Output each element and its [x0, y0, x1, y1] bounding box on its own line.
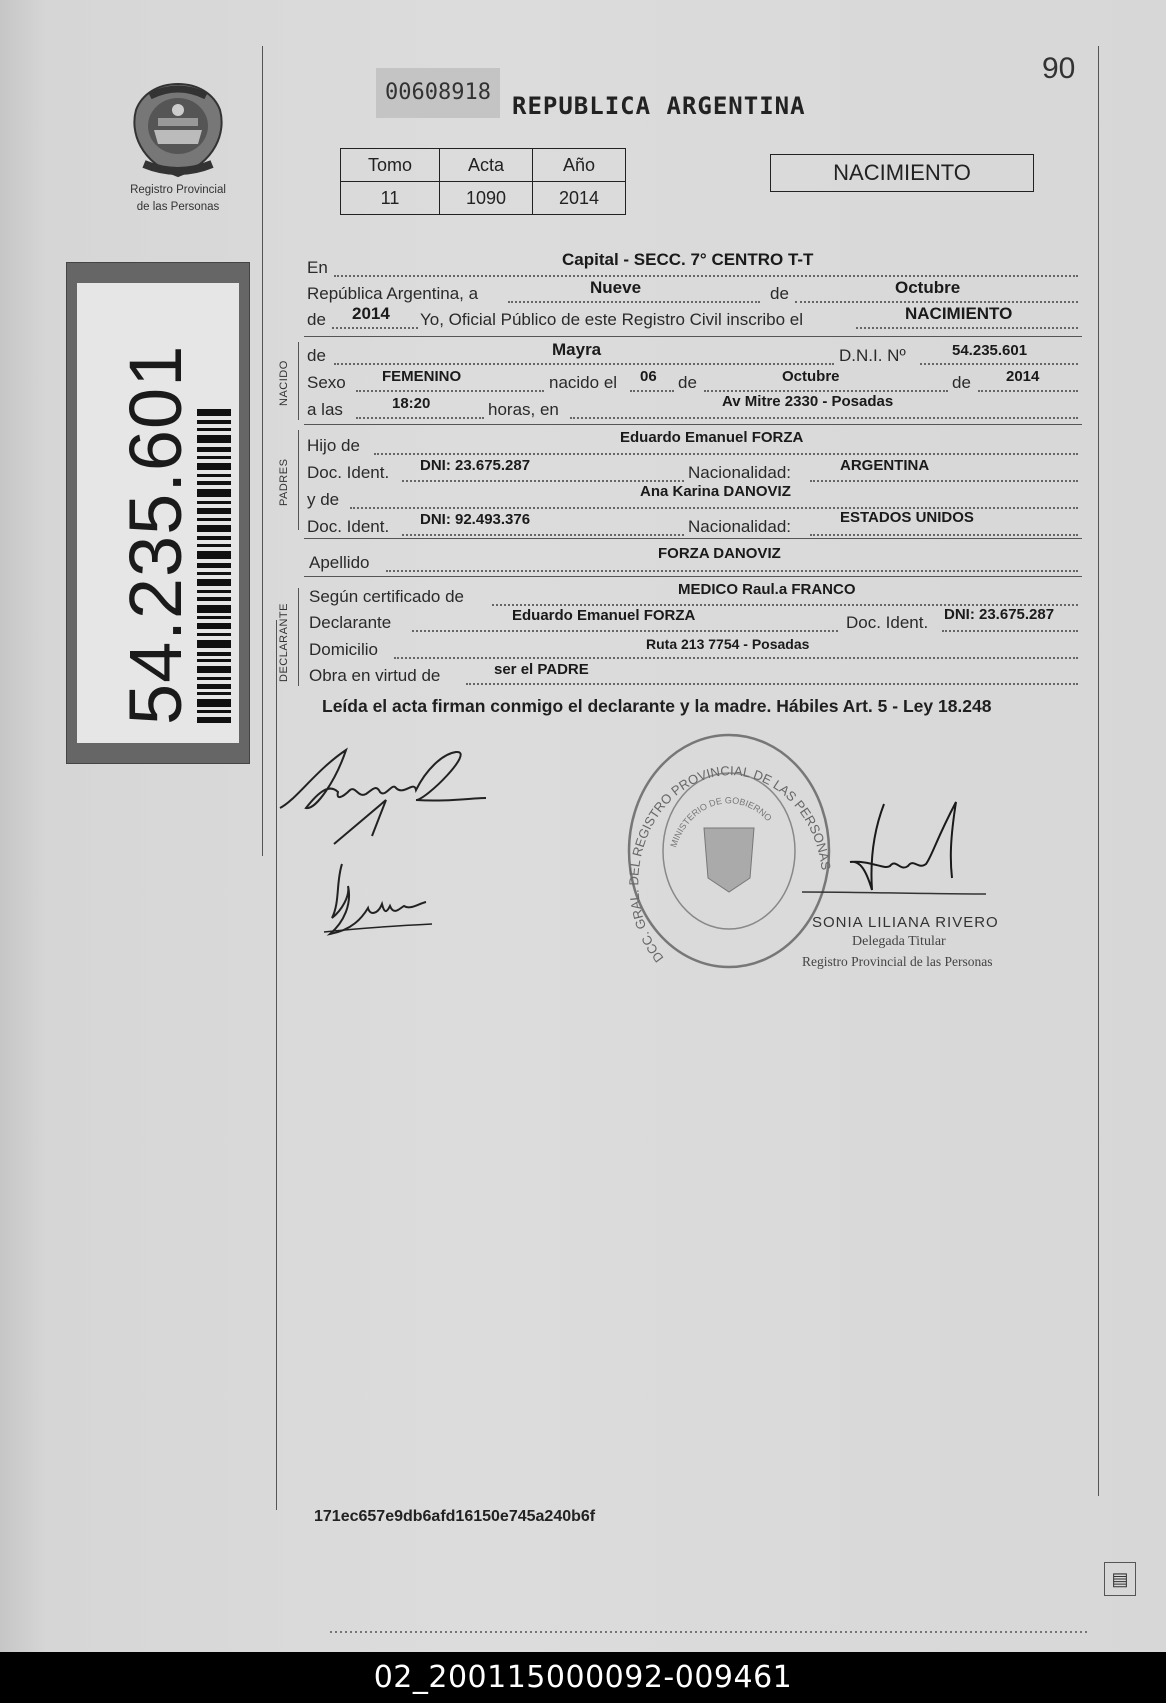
dots — [332, 326, 418, 329]
declarante-doc: DNI: 23.675.287 — [944, 606, 1055, 623]
seal-inner-text: MINISTERIO DE GOBIERNO — [668, 795, 774, 849]
birth-time: 18:20 — [392, 395, 431, 412]
country-title: REPUBLICA ARGENTINA — [512, 92, 806, 120]
mother-doc: DNI: 92.493.376 — [420, 511, 531, 528]
barcode-strip — [66, 262, 250, 764]
section-rule — [304, 424, 1082, 425]
dots — [704, 389, 948, 392]
document-stack-icon: ▤ — [1104, 1562, 1136, 1596]
father-doc-label: Doc. Ident. — [307, 463, 390, 482]
official-name: SONIA LILIANA RIVERO — [812, 914, 999, 931]
barcode-number: 54.235.601 — [114, 344, 197, 725]
section-rule — [304, 538, 1082, 539]
document-hash: 171ec657e9db6afd16150e745a240b6f — [314, 1508, 596, 1525]
nacido-section-label: NACIDO — [278, 360, 290, 406]
a-las-label: a las — [307, 400, 343, 419]
serial-number: 00608918 — [376, 68, 500, 118]
mother-doc-label: Doc. Ident. — [307, 517, 390, 536]
logo-caption-2: de las Personas — [136, 201, 220, 213]
horas-label: horas, en — [488, 400, 559, 419]
official-office: Registro Provincial de las Personas — [802, 954, 993, 969]
dots — [334, 274, 1078, 277]
section-bracket — [298, 588, 299, 686]
child-dni: 54.235.601 — [952, 342, 1028, 359]
sexo-label: Sexo — [307, 373, 346, 392]
nacido-de-label: de — [307, 346, 326, 365]
hijo-de-label: Hijo de — [307, 436, 360, 455]
dots — [630, 389, 674, 392]
birth-month: Octubre — [782, 368, 840, 385]
page-number: 90 — [1042, 52, 1076, 85]
nacido-el-label: nacido el — [549, 373, 618, 392]
mother-signature — [322, 852, 442, 938]
dots — [570, 416, 1078, 419]
registry-table — [340, 148, 626, 215]
dots — [402, 533, 684, 536]
section-rule — [304, 336, 1082, 337]
header-acta: Acta — [440, 149, 533, 182]
de-label: de — [770, 284, 789, 303]
father-nat-label: Nacionalidad: — [688, 463, 792, 482]
official-signature — [800, 800, 990, 910]
certificado-value: MEDICO Raul.a FRANCO — [678, 581, 856, 598]
obra-value: ser el PADRE — [494, 661, 589, 678]
dots — [402, 479, 684, 482]
mother-name: Ana Karina DANOVIZ — [640, 483, 791, 500]
logo-caption-1: Registro Provincial — [130, 184, 226, 196]
obra-label: Obra en virtud de — [309, 666, 441, 685]
dots — [856, 326, 1078, 329]
place-value: Capital - SECC. 7° CENTRO T-T — [562, 250, 814, 269]
misiones-seal-icon — [128, 80, 228, 180]
de2-label: de — [307, 310, 326, 329]
day-value: Nueve — [590, 278, 642, 297]
closing-text: Leída el acta firman conmigo el declarante y la madre. Hábiles Art. 5 - Ley 18.248 — [322, 696, 992, 716]
birth-day: 06 — [640, 368, 657, 385]
declarante-name: Eduardo Emanuel FORZA — [512, 607, 696, 624]
dots — [466, 682, 1078, 685]
section-rule — [304, 576, 1082, 577]
certificado-label: Según certificado de — [309, 587, 464, 606]
dots — [810, 479, 1078, 482]
de-month-label: de — [678, 373, 697, 392]
inscribo-label: Yo, Oficial Público de este Registro Civil inscribo el — [420, 310, 803, 329]
father-name: Eduardo Emanuel FORZA — [620, 429, 804, 446]
father-nationality: ARGENTINA — [840, 457, 930, 474]
en-label: En — [307, 258, 328, 277]
padres-section-label: PADRES — [278, 458, 290, 506]
file-id-bar: 02_200115000092-009461 — [0, 1652, 1166, 1703]
mother-nationality: ESTADOS UNIDOS — [840, 509, 974, 526]
margin-rule — [262, 46, 263, 856]
dots — [386, 569, 1078, 572]
header-tomo: Tomo — [341, 149, 440, 182]
de-year-label: de — [952, 373, 971, 392]
apellido-label: Apellido — [309, 553, 370, 572]
dots — [810, 533, 1078, 536]
bottom-dotted-rule — [330, 1626, 1090, 1652]
year-value: 2014 — [352, 304, 390, 323]
dots — [412, 629, 838, 632]
dots — [508, 300, 760, 303]
province-logo — [118, 80, 238, 214]
act-type-box: NACIMIENTO — [770, 154, 1034, 192]
dots — [334, 362, 834, 365]
dots — [978, 389, 1078, 392]
value-acta: 1090 — [440, 182, 533, 215]
sexo-value: FEMENINO — [382, 368, 462, 385]
declarante-doc-label: Doc. Ident. — [846, 613, 929, 632]
mother-nat-label: Nacionalidad: — [688, 517, 792, 536]
month-value: Octubre — [895, 278, 961, 297]
child-name: Mayra — [552, 340, 602, 359]
value-tomo: 11 — [341, 182, 440, 215]
seal-outer-text: DCC. GRAL. DEL REGISTRO PROVINCIAL DE LAS PERSONAS — [626, 763, 834, 966]
birth-place: Av Mitre 2330 - Posadas — [722, 393, 894, 410]
section-bracket — [298, 430, 299, 530]
barcode-icon — [197, 303, 231, 723]
declarante-section-label: DECLARANTE — [278, 603, 290, 682]
father-doc: DNI: 23.675.287 — [420, 457, 531, 474]
domicilio-label: Domicilio — [309, 640, 378, 659]
dots — [795, 300, 1078, 303]
birth-year: 2014 — [1006, 368, 1040, 385]
dots — [394, 656, 1078, 659]
republica-label: República Argentina, a — [307, 284, 479, 303]
act-value: NACIMIENTO — [905, 304, 1013, 323]
dots — [920, 362, 1078, 365]
apellido-value: FORZA DANOVIZ — [658, 545, 781, 562]
y-de-label: y de — [307, 490, 340, 509]
dots — [942, 629, 1078, 632]
dni-label: D.N.I. Nº — [839, 346, 906, 365]
declarante-label: Declarante — [309, 613, 392, 632]
section-bracket — [298, 342, 299, 420]
dots — [356, 416, 484, 419]
right-rule — [1098, 46, 1099, 1496]
official-role: Delegada Titular — [852, 934, 946, 949]
dots — [374, 452, 1078, 455]
header-ano: Año — [533, 149, 626, 182]
value-ano: 2014 — [533, 182, 626, 215]
domicilio-value: Ruta 213 7754 - Posadas — [646, 636, 810, 652]
declarant-signature — [276, 740, 496, 850]
dots — [356, 389, 544, 392]
